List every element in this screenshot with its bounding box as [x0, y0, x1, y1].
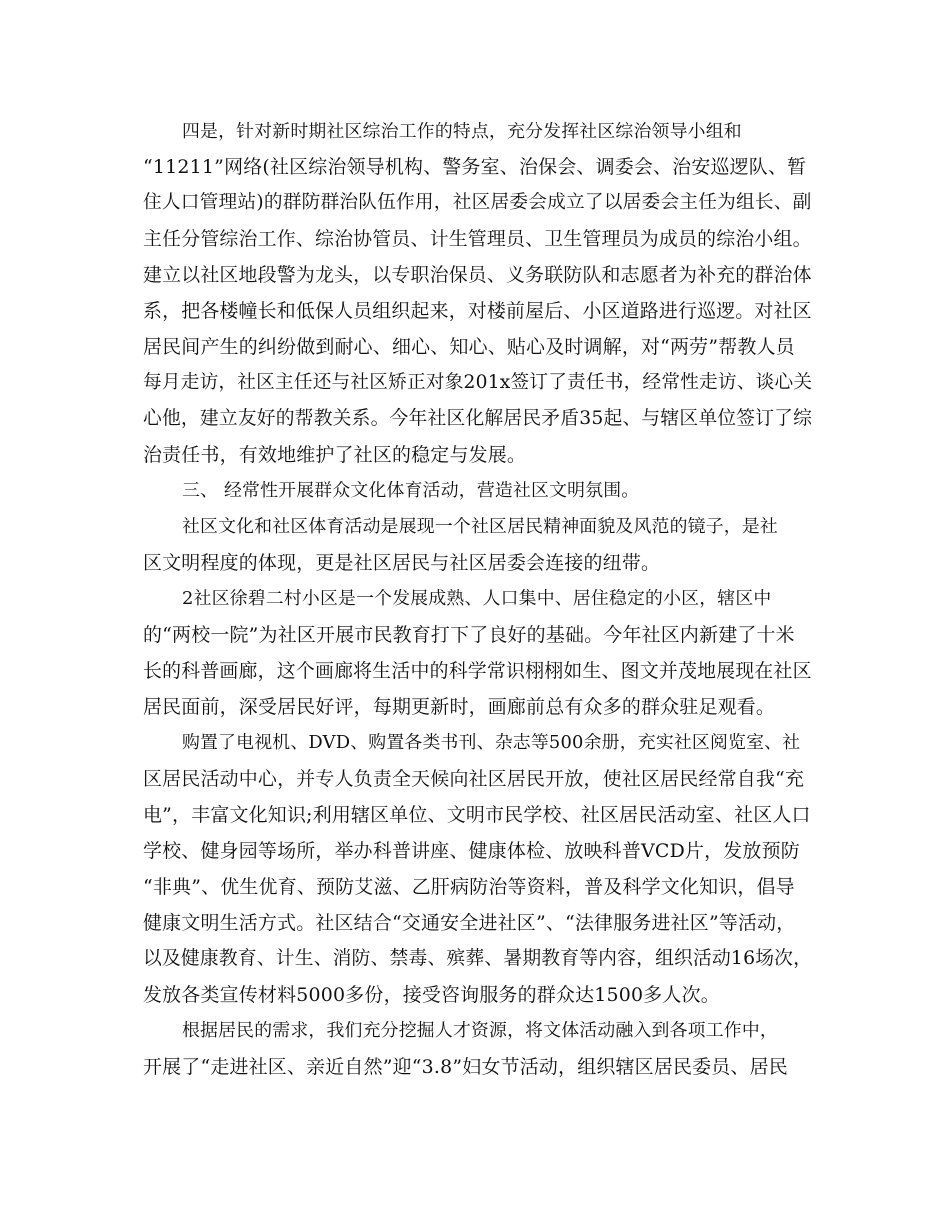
text-line: 心他，建立友好的帮教关系。今年社区化解居民矛盾35起、与辖区单位签订了综 — [143, 408, 813, 429]
text-line: 发放各类宣传材料5000多份，接受咨询服务的群众达1500多人次。 — [143, 984, 720, 1006]
text-line: 居民面前，深受居民好评，每期更新时，画廊前总有众多的群众驻足观看。 — [143, 696, 776, 718]
text-line: 学校、健身园等场所，举办科普讲座、健康体检、放映科普VCD片，发放预防 — [143, 840, 800, 862]
text-line: 每月走访，社区主任还与社区矫正对象201x签订了责任书，经常性走访、谈心关 — [143, 372, 813, 393]
text-line: 社区文化和社区体育活动是展现一个社区居民精神面貌及风范的镜子，是社 — [182, 516, 778, 537]
text-line: 区文明程度的体现，更是社区居民与社区居委会连接的纽带。 — [143, 552, 661, 574]
section-heading: 三、 经常性开展群众文化体育活动，营造社区文明氛围。 — [182, 480, 640, 501]
text-line: 治责任书，有效地维护了社区的稳定与发展。 — [143, 444, 527, 466]
text-line: 居民间产生的纠纷做到耐心、细心、知心、贴心及时调解，对“两劳”帮教人员 — [143, 336, 795, 358]
text-line: 2社区徐碧二村小区是一个发展成熟、人口集中、居住稳定的小区，辖区中 — [182, 588, 772, 609]
text-line: 系，把各楼幢长和低保人员组织起来，对楼前屋后、小区道路进行巡逻。对社区 — [143, 300, 812, 322]
text-line: 住人口管理站)的群防群治队伍作用，社区居委会成立了以居委会主任为组长、副 — [143, 192, 812, 213]
text-line: “非典”、优生优育、预防艾滋、乙肝病防治等资料，普及科学文化知识，倡导 — [143, 876, 795, 898]
text-line: 主任分管综治工作、综治协管员、计生管理员、卫生管理员为成员的综治小组。 — [143, 228, 812, 250]
text-line: 的“两校一院”为社区开展市民教育打下了良好的基础。今年社区内新建了十米 — [143, 624, 795, 646]
text-line: “11211”网络(社区综治领导机构、警务室、治保会、调委会、治安巡逻队、暂 — [143, 156, 807, 178]
text-line: 四是，针对新时期社区综治工作的特点，充分发挥社区综治领导小组和 — [182, 121, 742, 142]
text-line: 长的科普画廊，这个画廊将生活中的科学常识栩栩如生、图文并茂地展现在社区 — [143, 660, 812, 682]
text-line: 建立以社区地段警为龙头，以专职治保员、义务联防队和志愿者为补充的群治体 — [143, 264, 812, 286]
text-line: 以及健康教育、计生、消防、禁毒、殡葬、暑期教育等内容，组织活动16场次， — [143, 948, 813, 969]
text-line: 区居民活动中心，并专人负责全天候向社区居民开放，使社区居民经常自我“充 — [143, 768, 805, 790]
text-line: 根据居民的需求，我们充分挖掘人才资源，将文体活动融入到各项工作中， — [182, 1020, 778, 1041]
text-line: 开展了“走进社区、亲近自然”迎“3.8”妇女节活动，组织辖区居民委员、居民 — [143, 1056, 788, 1078]
text-line: 健康文明生活方式。社区结合“交通安全进社区”、“法律服务进社区”等活动， — [143, 912, 796, 934]
text-line: 电”，丰富文化知识;利用辖区单位、文明市民学校、社区居民活动室、社区人口 — [143, 804, 811, 826]
text-line: 购置了电视机、DVD、购置各类书刊、杂志等500余册，充实社区阅览室、社 — [182, 732, 801, 753]
